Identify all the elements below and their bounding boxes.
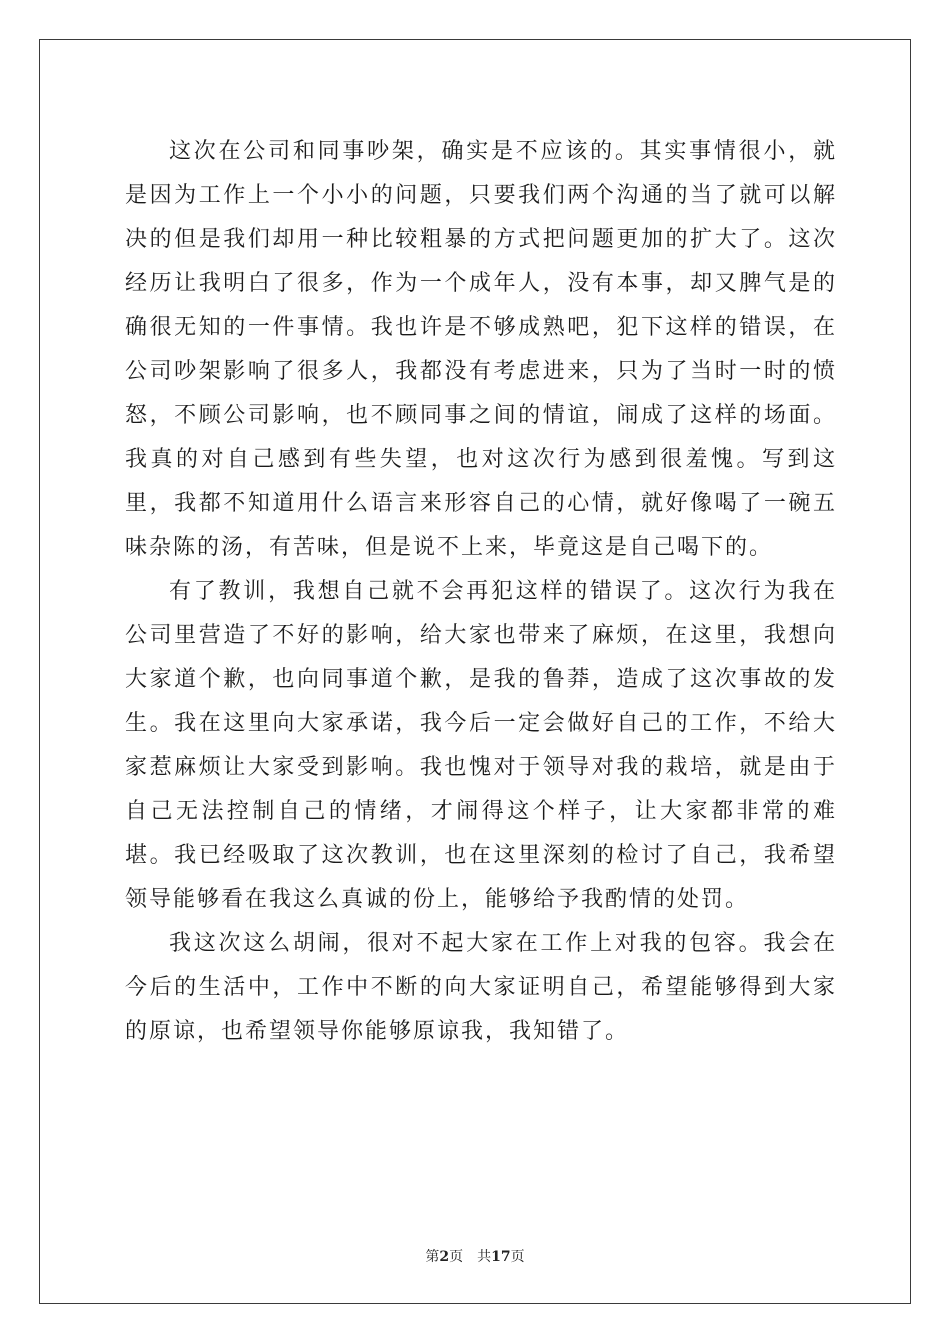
- total-prefix: 共: [477, 1249, 492, 1265]
- current-page-number: 2: [439, 1249, 450, 1265]
- page-suffix: 页: [449, 1249, 464, 1265]
- document-body: [125, 130, 837, 1054]
- paragraph-1: 这次在公司和同事吵架，确实是不应该的。其实事情很小，就是因为工作上一个小小的问题，只要我们两个沟通的当了就可以解决的但是我们却用一种比较粗暴的方式把问题更加的扩大了。这次经历让我明白了很多，作为一个成年人，没有本事，却又脾气是的确很无知的一件事情。我也许是不够成熟吧，犯下这样的错误，在公司吵架影响了很多人，我都没有考虑进来，只为了当时一时的愤怒，不顾公司影响，也不顾同事之间的情谊，闹成了这样的场面。我真的对自己感到有些失望，也对这次行为感到很羞愧。写到这里，我都不知道用什么语言来形容自己的心情，就好像喝了一碗五味杂陈的汤，有苦味，但是说不上来，毕竟这是自己喝下的。: [125, 139, 837, 560]
- page-footer: [0, 1247, 950, 1267]
- paragraph-2: 有了教训，我想自己就不会再犯这样的错误了。这次行为我在公司里营造了不好的影响，给大家也带来了麻烦，在这里，我想向大家道个歉，也向同事道个歉，是我的鲁莽，造成了这次事故的发生。我在这里向大家承诺，我今后一定会做好自己的工作，不给大家惹麻烦让大家受到影响。我也愧对于领导对我的栽培，就是由于自己无法控制自己的情绪，才闹得这个样子，让大家都非常的难堪。我已经吸取了这次教训，也在这里深刻的检讨了自己，我希望领导能够看在我这么真诚的份上，能够给予我酌情的处罚。: [125, 579, 837, 912]
- total-pages-number: 17: [491, 1249, 511, 1265]
- paragraph-3: 我这次这么胡闹，很对不起大家在工作上对我的包容。我会在今后的生活中，工作中不断的向大家证明自己，希望能够得到大家的原谅，也希望领导你能够原谅我，我知错了。: [125, 931, 837, 1044]
- total-suffix: 页: [510, 1249, 525, 1265]
- page-prefix: 第: [425, 1249, 440, 1265]
